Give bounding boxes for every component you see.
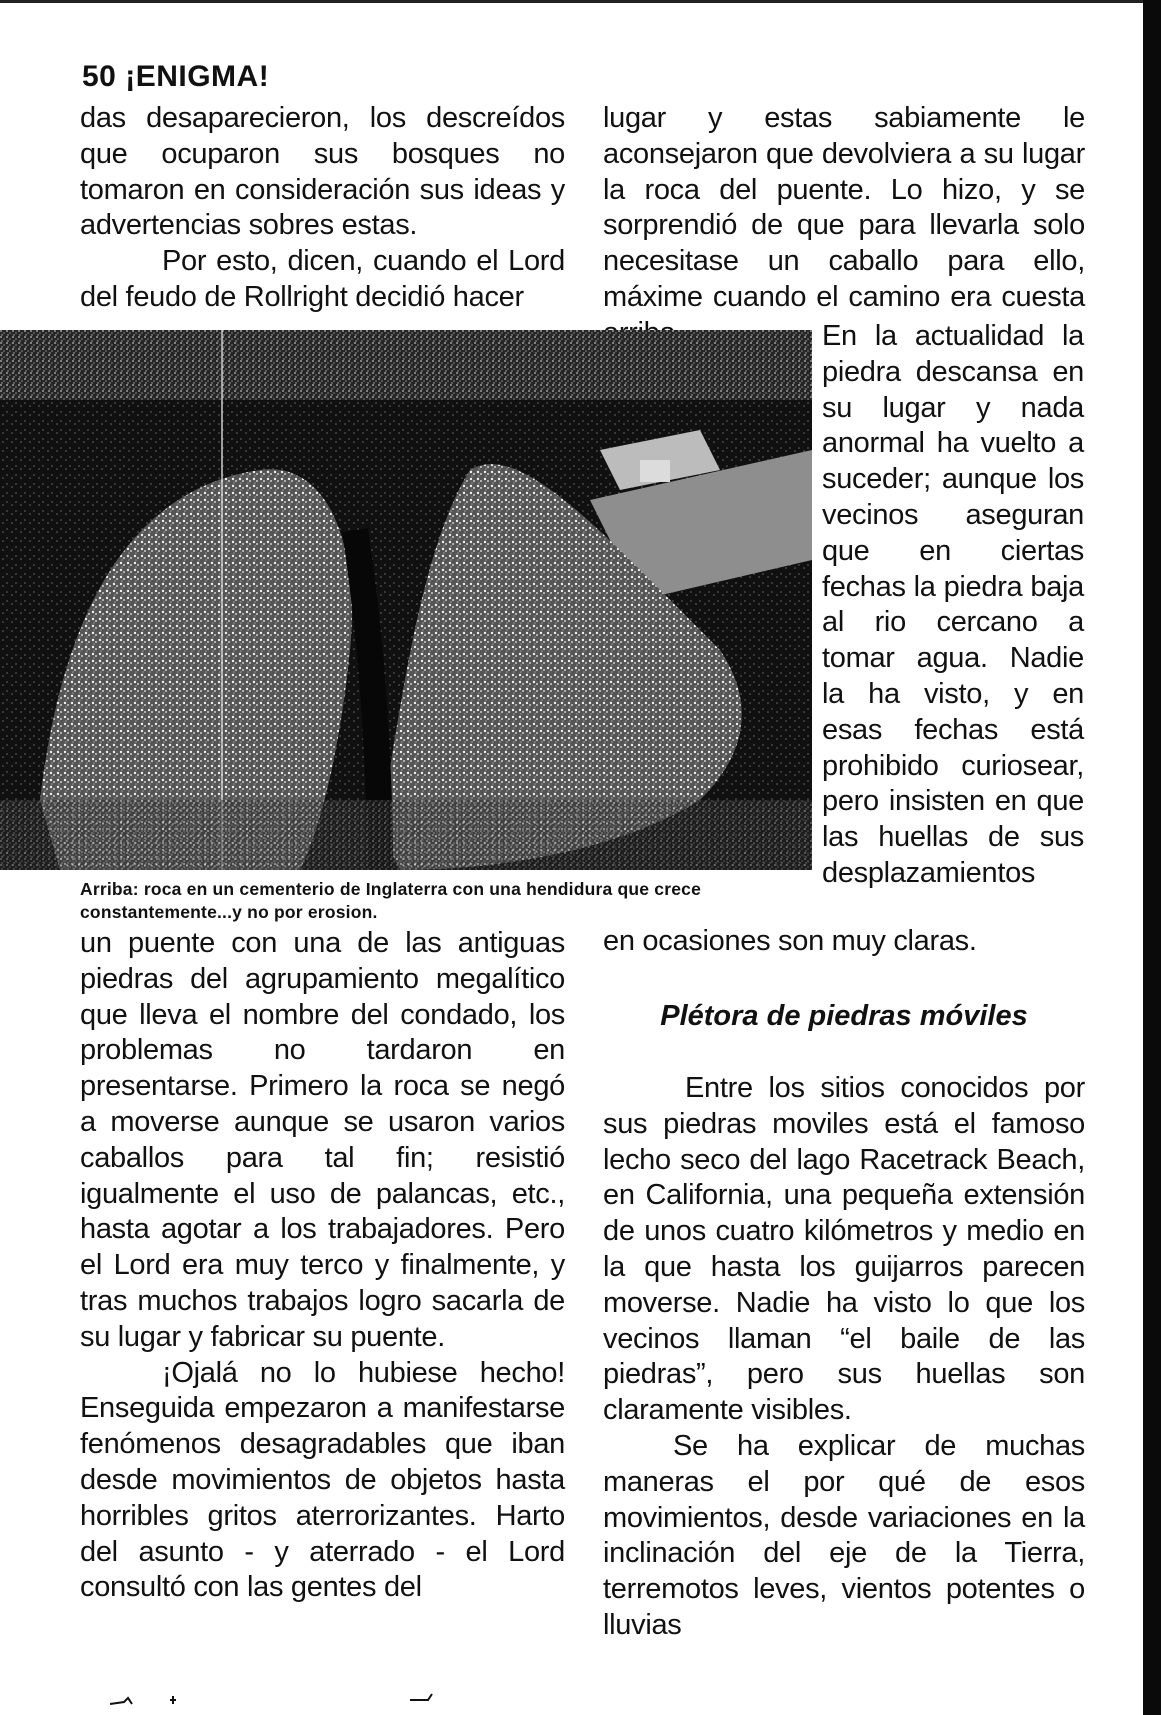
right-column-bottom bbox=[603, 1071, 1085, 1644]
scan-smudge-marks bbox=[110, 1690, 510, 1710]
paragraph: En la actualidad la piedra descansa en su lugar y nada anormal ha vuelto a suceder; aunque los vecinos aseguran que en ciertas fechas la piedra baja al rio cercano a tomar agua. Nadie la ha visto, y en esas fechas está prohibido curiosear, pero insisten en que las huellas de sus desplazamientos bbox=[822, 320, 1084, 889]
photo-illustration bbox=[0, 330, 812, 870]
right-column-narrow bbox=[822, 319, 1084, 892]
right-column-top bbox=[603, 101, 1085, 352]
photo-caption: Arriba: roca en un cementerio de Inglaterra con una hendidura que crece constantemente...y no por erosion. bbox=[80, 879, 702, 922]
paragraph: Por esto, dicen, cuando el Lord del feudo de Rollright decidió hacer bbox=[80, 245, 565, 313]
paragraph: un puente con una de las antiguas piedras del agrupamiento megalítico que lleva el nombre del condado, los problemas no tardaron en presentarse. Primero la roca se negó a moverse aunque se usaron varios caballos para tal fin; resistió igualmente el uso de palancas, etc., hasta agotar a los trabajadores. Pero el Lord era muy terco y finalmente, y tras muchos trabajos logro sacarla de su lugar y fabricar su puente. bbox=[80, 927, 565, 1353]
section-title: ¡ENIGMA! bbox=[125, 60, 270, 93]
scan-top-edge bbox=[0, 0, 1161, 3]
left-column-bottom bbox=[80, 926, 565, 1606]
page-number: 50 bbox=[82, 60, 117, 93]
scan-right-edge bbox=[1143, 0, 1161, 1715]
page-header bbox=[82, 60, 269, 94]
paragraph: Se ha explicar de muchas maneras el por qué de esos movimientos, desde variaciones en la inclinación del eje de la Tierra, terremotos leves, vientos potentes o lluvias bbox=[603, 1429, 1085, 1641]
paragraph: Entre los sitios conocidos por sus piedras moviles está el famoso lecho seco del lago Racetrack Beach, en California, una pequeña extensión de unos cuatro kilómetros y medio en la que hasta los guijarros parecen moverse. Nadie ha visto lo que los vecinos llaman “el baile de las piedras”, pero sus huellas son claramente visibles. bbox=[603, 1072, 1085, 1427]
paragraph: lugar y estas sabiamente le aconsejaron que devolviera a su lugar la roca del puente. Lo hizo, y se sorprendió de que para llevarla solo necesitase un caballo para ello, máxime cuando el camino era cuesta bbox=[603, 102, 1085, 313]
paragraph: das desaparecieron, los descreídos que ocuparon sus bosques no tomaron en consideración sus ideas y advertencias sobres estas. bbox=[80, 102, 565, 242]
right-column-tail bbox=[603, 924, 1085, 960]
cemetery-rock-photo bbox=[0, 330, 812, 870]
section-subheading: Plétora de piedras móviles bbox=[660, 1000, 1028, 1032]
paragraph: ¡Ojalá no lo hubiese hecho! Enseguida empezaron a manifestarse fenómenos desagradables que iban desde movimientos de objetos hasta horribles gritos aterrorizantes. Harto del asunto - y aterrado - el Lord consultó con las gentes del bbox=[80, 1356, 565, 1604]
paragraph: en ocasiones son muy claras. bbox=[603, 925, 977, 957]
left-column-top bbox=[80, 101, 565, 316]
